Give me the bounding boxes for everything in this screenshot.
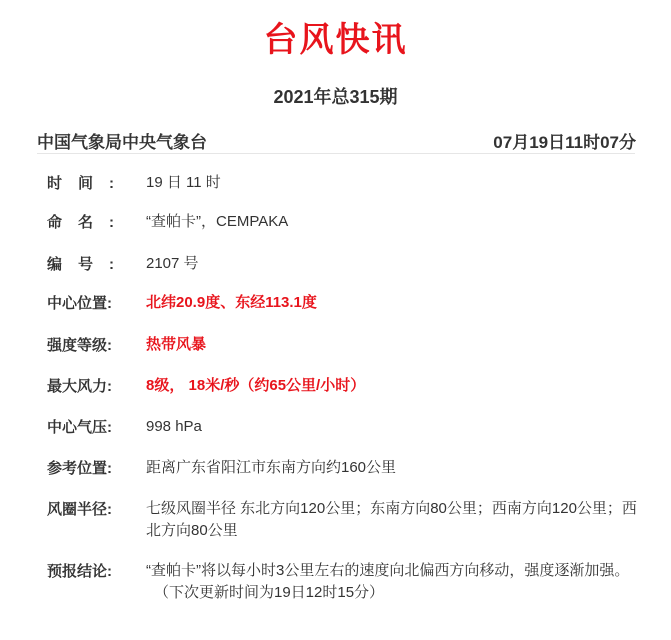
field-value-wind-radius: 七级风圈半径 东北方向120公里；东南方向80公里；西南方向120公里；西北方向80公里 (146, 500, 637, 539)
field-value-intensity: 热带风暴 (146, 336, 207, 353)
bulletin-title: 台风快讯 (263, 21, 408, 59)
forecast-text: “查帕卡”将以每小时3公里左右的速度向北偏西方向移动，强度逐渐加强。 (146, 562, 630, 579)
field-label-name: 命名: (47, 214, 130, 231)
field-value-name: “查帕卡”，CEMPAKA (146, 213, 289, 230)
issuing-agency: 中国气象局中央气象台 (37, 133, 207, 152)
field-label-center-position: 中心位置: (47, 295, 112, 312)
field-label-wind-radius: 风圈半径: (47, 501, 112, 518)
field-value-max-wind: 8级， 18米/秒（约65公里/小时） (146, 377, 366, 394)
field-value-time: 19 日 11 时 (146, 174, 221, 191)
field-value-pressure: 998 hPa (146, 418, 202, 435)
field-label-pressure: 中心气压: (47, 419, 112, 436)
field-value-number: 2107 号 (146, 255, 199, 272)
field-value-forecast (146, 560, 638, 604)
issue-number: 2021年总315期 (273, 87, 398, 107)
header-divider (37, 153, 635, 154)
field-label-time: 时间: (47, 175, 130, 192)
field-label-max-wind: 最大风力: (47, 378, 112, 395)
issue-datetime: 07月19日11时07分 (493, 133, 636, 152)
field-value-center-position: 北纬20.9度、东经113.1度 (146, 294, 317, 311)
field-label-reference-position: 参考位置: (47, 460, 112, 477)
field-label-number: 编号: (47, 256, 130, 273)
next-update-note: （下次更新时间为19日12时15分） (154, 584, 385, 601)
field-value-reference-position: 距离广东省阳江市东南方向约160公里 (146, 459, 397, 476)
field-label-intensity: 强度等级: (47, 337, 112, 354)
field-label-forecast: 预报结论: (47, 563, 112, 580)
